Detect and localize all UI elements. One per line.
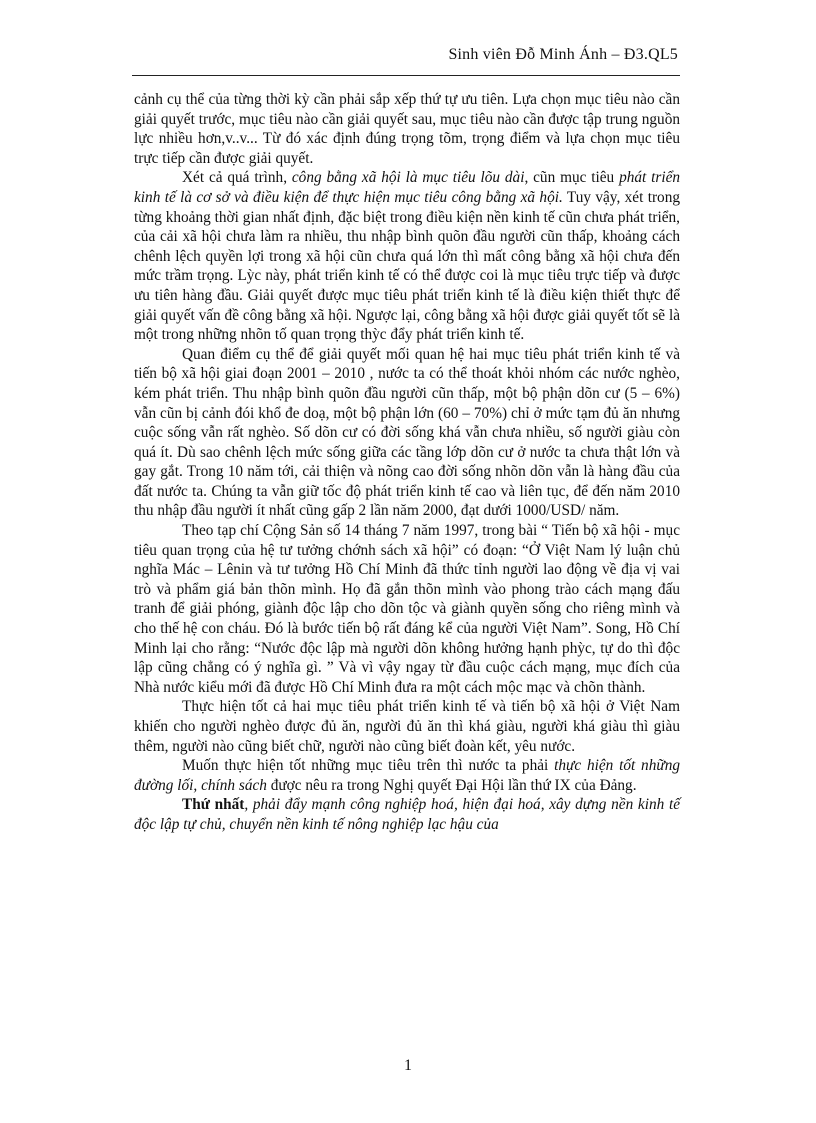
p6-text-b: được nêu ra trong Nghị quyết Đại Hội lần thứ IX của Đảng.	[266, 776, 637, 794]
paragraph-3: Quan điểm cụ thể để giải quyết mối quan hệ hai mục tiêu phát triển kinh tế và tiến bộ xã hội giai đoạn 2001 – 2010 , nước ta có thể thoát khỏi nhóm các nước nghèo, kém phát triển. Thu nhập bình quõn đầu người cũn thấp, một bộ phận dõn cư (5 – 6%) vẫn cũn bị cảnh đói khổ đe doạ, một bộ phận lớn (60 – 70%) chỉ ở mức tạm đủ ăn nhưng cuộc sống vẫn rất nghèo. Số dõn cư có đời sống khá vẫn chưa nhiều, số người giàu còn quá ít. Dù sao chênh lệch mức sống giữa các tầng lớp dõn cư ở nước ta chưa thật lớn và gay gắt. Trong 10 năm tới, cải thiện và nõng cao đời sống nhõn dõn vẫn là hàng đầu của đất nước ta. Chúng ta vẫn giữ tốc độ phát triển kinh tế cao và liên tục, để đến năm 2010 thu nhập đầu người ít nhất cũng gấp 2 lần năm 2000, đạt dưới 1000/USD/ năm.	[134, 345, 680, 520]
document-body	[134, 90, 680, 835]
p6-text-a: Muốn thực hiện tốt những mục tiêu trên thì nước ta phải	[182, 757, 555, 775]
page-header: Sinh viên Đỗ Minh Ánh – Đ3.QL5	[448, 46, 678, 63]
header-rule	[132, 75, 680, 76]
p2-emphasis-a: công bằng xã hội là mục tiêu lõu dài	[291, 169, 525, 187]
paragraph-1: cảnh cụ thể của từng thời kỳ cần phải sắp xếp thứ tự ưu tiên. Lựa chọn mục tiêu nào cần giải quyết trước, mục tiêu nào cần giải quyết sau, mục tiêu nào cần được tập trung nguồn lực nhiều hơn,v..v... Từ đó xác định đúng trọng tõm, trọng điểm và lựa chọn mục tiêu trực tiếp cần được giải quyết.	[134, 91, 680, 167]
paragraph-7	[134, 795, 680, 834]
p6-emphasis: thực hiện tốt những đường lối, chính sách	[134, 757, 680, 794]
paragraph-6	[134, 756, 680, 795]
p2-text-c: Tuy vậy, xét trong từng khoảng thời gian nhất định, đặc biệt trong điều kiện nền kinh tế cũn chưa phát triển, của cải xã hội chưa làm ra nhiều, thu nhập bình quõn đầu người cũn thấp, khoảng cách chênh lệch quyền lợi trong xã hội cũn chưa quá lớn thì mất công bằng xã hội chưa đến mức trầm trọng. Lỳc này, phát triển kinh tế có thể được coi là mục tiêu trực tiếp và được ưu tiên hàng đầu. Giải quyết được mục tiêu phát triển kinh tế là điều kiện thiết thực để giải quyết vấn đề công bằng xã hội. Ngược lại, công bằng xã hội được giải quyết tốt sẽ là một trong những nhõn tố quan trọng thỳc đẩy phát triển kinh tế.	[134, 188, 680, 344]
paragraph-4: Theo tạp chí Cộng Sản số 14 tháng 7 năm 1997, trong bài “ Tiến bộ xã hội - mục tiêu quan trọng của hệ tư tưởng chớnh sách xã hội” có đoạn: “Ở Việt Nam lý luận chủ nghĩa Mác – Lênin và tư tưởng Hồ Chí Minh đã thức tỉnh người lao động về địa vị vai trò và phẩm giá bản thõn mình. Họ đã gắn thõn mình vào phong trào cách mạng đấu tranh để giải phóng, giành độc lập cho dõn tộc và giành quyền sống cho riêng mình và cho thế hệ con cháu. Đó là bước tiến bộ rất đáng kể của người Việt Nam”. Song, Hồ Chí Minh lại cho rằng: “Nước độc lập mà người dõn không hưởng hạnh phỳc, tự do thì độc lập cũng chẳng có ý nghĩa gì. ” Và vì vậy ngay từ đầu cuộc cách mạng, mục đích của Nhà nước kiểu mới đã được Hồ Chí Minh đưa ra một cách mộc mạc và chõn thành.	[134, 522, 680, 696]
paragraph-2	[134, 168, 680, 344]
p2-emphasis-b: phát triển kinh tế là cơ sở và điều kiện để thực hiện mục tiêu công bằng xã hội.	[134, 169, 681, 206]
p2-text-b: , cũn mục tiêu	[524, 169, 620, 187]
p2-text-a: Xét cả quá trình,	[182, 169, 292, 187]
p7-heading: Thứ nhất	[182, 796, 245, 814]
page-number: 1	[404, 1057, 412, 1074]
paragraph-5: Thực hiện tốt cả hai mục tiêu phát triển kinh tế và tiến bộ xã hội ở Việt Nam khiến cho người nghèo được đủ ăn, người đủ ăn thì khá giàu, người khá giàu thì giàu thêm, người nào cũng biết chữ, người nào cũng biết đoàn kết, yêu nước.	[134, 698, 680, 755]
p7-emphasis: , phải đẩy mạnh công nghiệp hoá, hiện đại hoá, xây dựng nền kinh tế độc lập tự chủ, chuyển nền kinh tế nông nghiệp lạc hậu của	[134, 796, 681, 833]
